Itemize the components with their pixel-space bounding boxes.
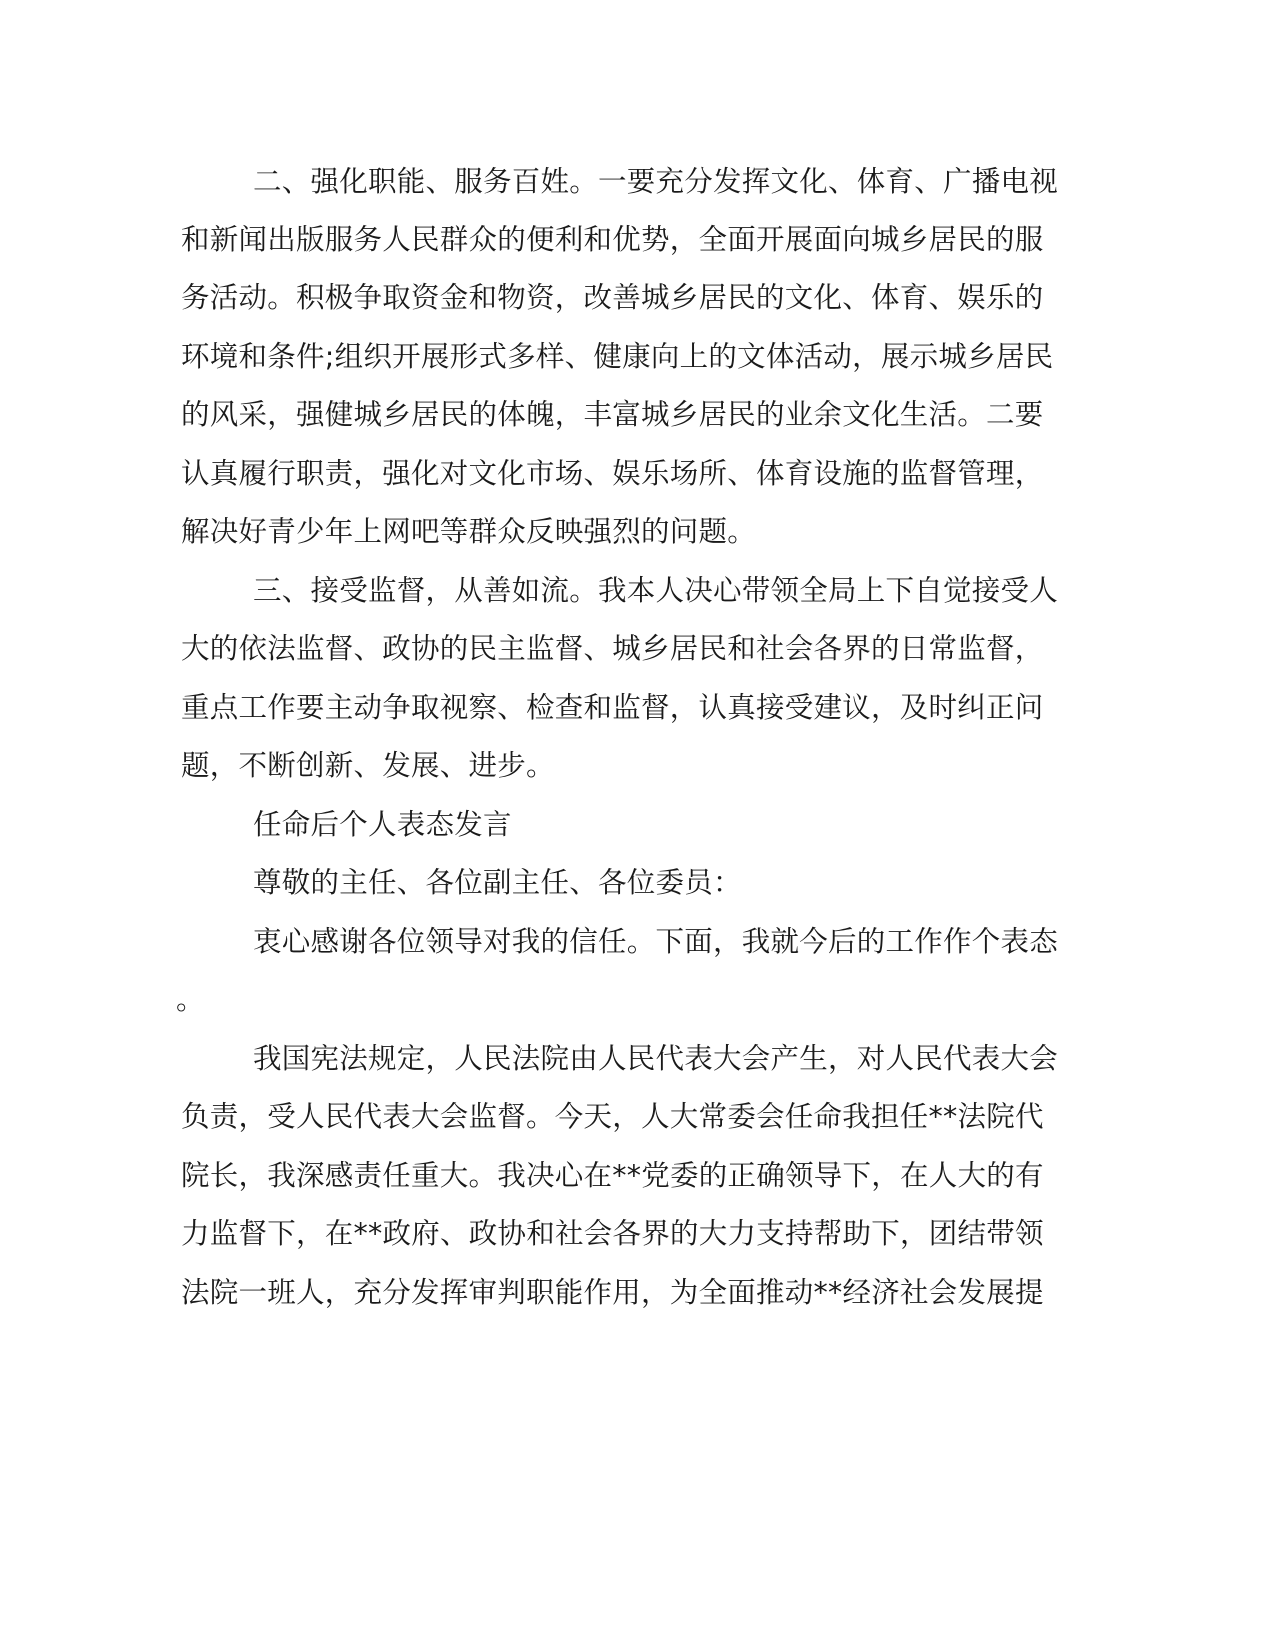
- thanks-line-2: 。: [176, 983, 205, 1016]
- paragraph-5-line-2: 负责，受人民代表大会监督。今天，人大常委会任命我担任**法院代: [181, 1100, 1044, 1133]
- paragraph-2-line-7: 解决好青少年上网吧等群众反映强烈的问题。: [181, 515, 757, 548]
- paragraph-2-line-6: 认真履行职责，强化对文化市场、娱乐场所、体育设施的监督管理，: [181, 457, 1044, 490]
- paragraph-3-line-3: 重点工作要主动争取视察、检查和监督，认真接受建议，及时纠正问: [181, 691, 1044, 724]
- salutation: 尊敬的主任、各位副主任、各位委员：: [253, 866, 742, 899]
- paragraph-5-line-1: 我国宪法规定，人民法院由人民代表大会产生，对人民代表大会: [253, 1042, 1059, 1075]
- paragraph-2-line-3: 务活动。积极争取资金和物资，改善城乡居民的文化、体育、娱乐的: [181, 281, 1044, 314]
- paragraph-2-line-1: 二、强化职能、服务百姓。一要充分发挥文化、体育、广播电视: [253, 165, 1059, 198]
- thanks-line-1: 衷心感谢各位领导对我的信任。下面，我就今后的工作作个表态: [253, 925, 1059, 958]
- paragraph-2-line-2: 和新闻出版服务人民群众的便利和优势，全面开展面向城乡居民的服: [181, 223, 1044, 256]
- section-title: 任命后个人表态发言: [253, 808, 512, 841]
- paragraph-3-line-2: 大的依法监督、政协的民主监督、城乡居民和社会各界的日常监督，: [181, 632, 1044, 665]
- paragraph-5-line-5: 法院一班人，充分发挥审判职能作用，为全面推动**经济社会发展提: [181, 1276, 1044, 1309]
- paragraph-5-line-3: 院长，我深感责任重大。我决心在**党委的正确领导下，在人大的有: [181, 1159, 1044, 1192]
- paragraph-2-line-5: 的风采，强健城乡居民的体魄，丰富城乡居民的业余文化生活。二要: [181, 398, 1044, 431]
- paragraph-5-line-4: 力监督下，在**政府、政协和社会各界的大力支持帮助下，团结带领: [181, 1217, 1044, 1250]
- paragraph-2-line-4: 环境和条件;组织开展形式多样、健康向上的文体活动，展示城乡居民: [181, 340, 1054, 373]
- paragraph-3-line-4: 题，不断创新、发展、进步。: [181, 749, 555, 782]
- paragraph-3-line-1: 三、接受监督，从善如流。我本人决心带领全局上下自觉接受人: [253, 574, 1059, 607]
